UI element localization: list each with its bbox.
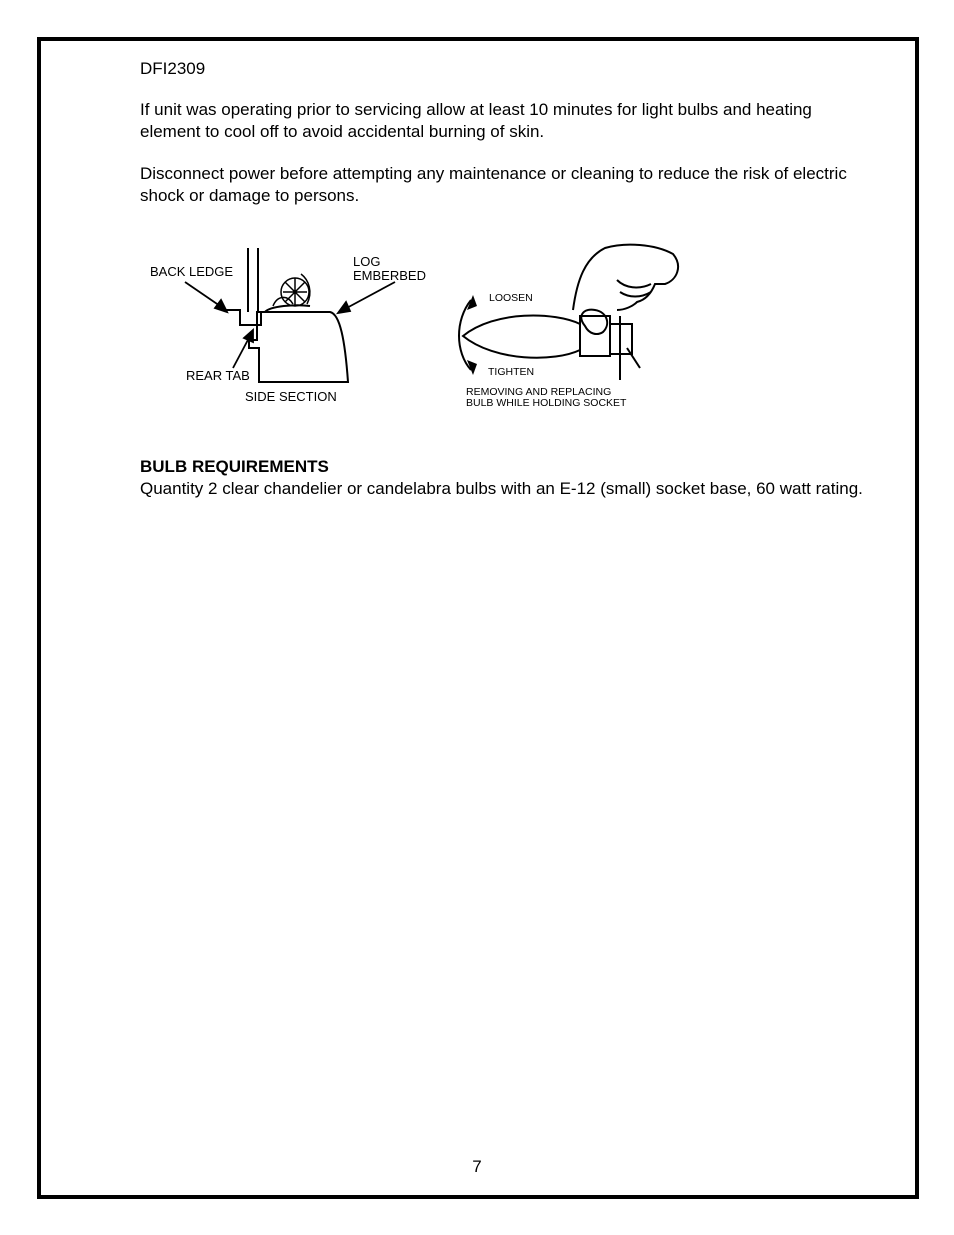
document-id: DFI2309 (140, 59, 206, 78)
tighten-label: TIGHTEN (488, 366, 535, 378)
bulb-removal-figure (455, 240, 695, 415)
warning-power-paragraph: Disconnect power before attempting any maintenance or cleaning to reduce the risk of electric shock or damage to persons. (140, 164, 847, 205)
side-section-figure (145, 240, 445, 410)
emberbed-label: EMBERBED (353, 268, 426, 283)
side-section-label: SIDE SECTION (245, 389, 337, 404)
page-number: 7 (472, 1157, 482, 1176)
log-label: LOG (353, 254, 381, 269)
warning-cooling-paragraph: If unit was operating prior to servicing allow at least 10 minutes for light bulbs and heating element to cool off to avoid accidental burning of skin. (140, 100, 812, 141)
page-border (37, 37, 919, 1199)
rear-tab-label: REAR TAB (186, 368, 250, 383)
caption-line1: REMOVING AND REPLACING (466, 386, 612, 398)
bulb-requirements-paragraph: Quantity 2 clear chandelier or candelabra bulbs with an E-12 (small) socket base, 60 watt rating. (140, 479, 863, 498)
caption-line2: BULB WHILE HOLDING SOCKET (466, 397, 627, 409)
bulb-requirements-heading: BULB REQUIREMENTS (140, 457, 329, 476)
loosen-label: LOOSEN (489, 292, 533, 304)
back-ledge-label: BACK LEDGE (150, 264, 234, 279)
